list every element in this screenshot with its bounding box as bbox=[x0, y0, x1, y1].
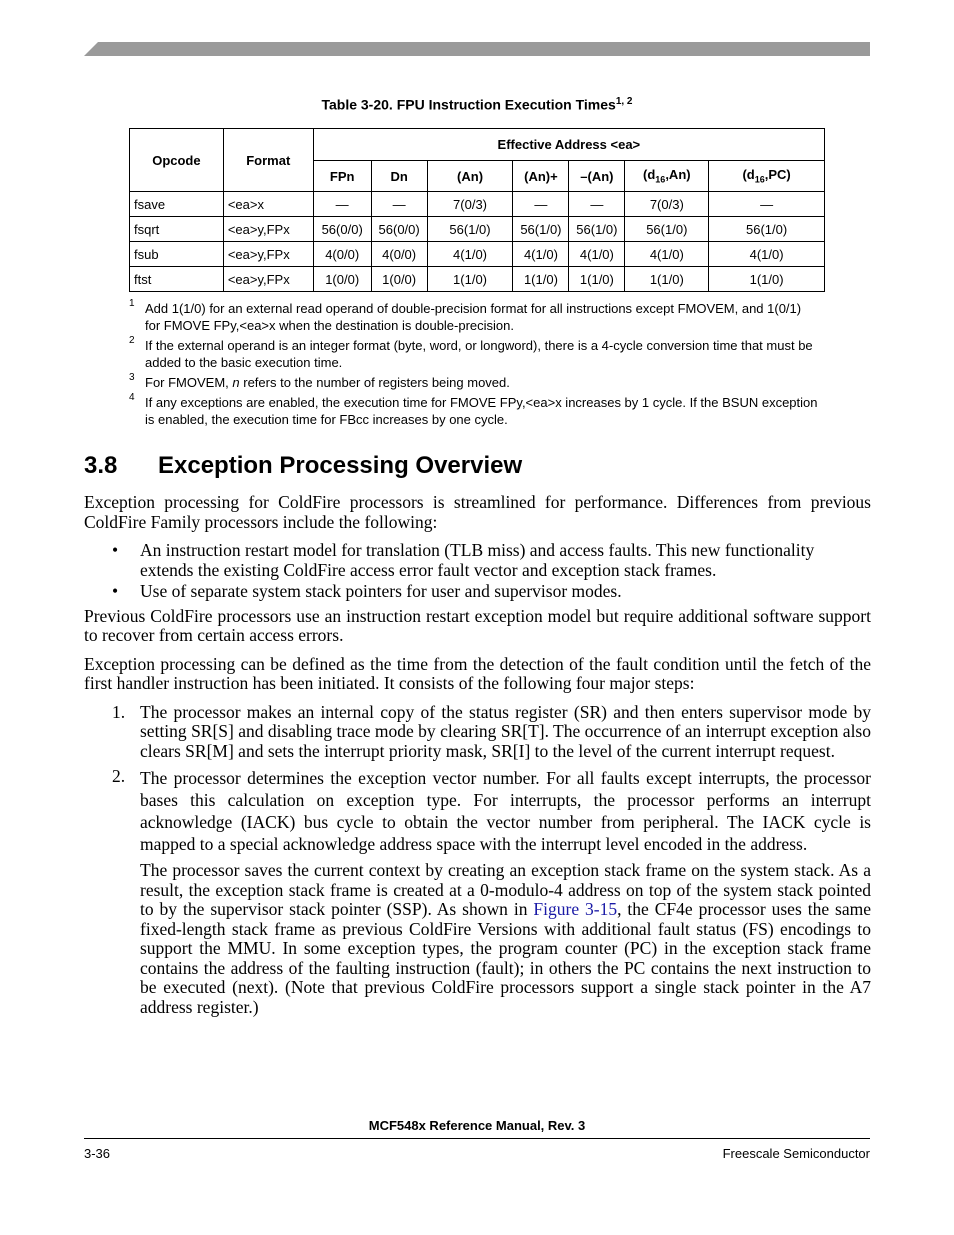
table-title bbox=[0, 96, 954, 113]
footnote-3 bbox=[129, 374, 819, 391]
cell-format: <ea>x bbox=[223, 192, 313, 217]
cell-format: <ea>y,FPx bbox=[223, 217, 313, 242]
header-opcode: Opcode bbox=[130, 129, 224, 192]
cell-opcode: fsqrt bbox=[130, 217, 224, 242]
footnote-number: 3 bbox=[129, 372, 135, 383]
feature-list bbox=[84, 541, 871, 602]
step-text: The processor makes an internal copy of the status register (SR) and then enters supervisor mode by setting SR[S] and disabling trace mode by clearing SR[T]. The occurrence of an interrupt exception also clears SR[M] and sets the interrupt priority mask, SR[I] to the level of the current interrupt request. bbox=[140, 701, 871, 761]
figure-3-15-link[interactable]: Figure 3-15 bbox=[533, 899, 618, 919]
table-footnotes bbox=[129, 300, 819, 431]
footer-company: Freescale Semiconductor bbox=[722, 1146, 870, 1161]
table-row bbox=[130, 242, 825, 267]
header-bar bbox=[84, 42, 870, 56]
cell-value: 4(1/0) bbox=[709, 242, 825, 267]
cell-value: 7(0/3) bbox=[625, 192, 709, 217]
cell-value: — bbox=[513, 192, 569, 217]
cell-value: 4(0/0) bbox=[313, 242, 371, 267]
cell-value: 56(1/0) bbox=[427, 217, 513, 242]
cell-value: — bbox=[569, 192, 625, 217]
cell-value: 1(1/0) bbox=[569, 267, 625, 292]
footnote-number: 2 bbox=[129, 335, 135, 346]
footnote-number: 4 bbox=[129, 392, 135, 403]
cell-value: 1(1/0) bbox=[513, 267, 569, 292]
cell-value: 1(1/0) bbox=[625, 267, 709, 292]
list-item bbox=[84, 703, 871, 762]
list-item: • Use of separate system stack pointers for user and supervisor modes. bbox=[112, 581, 622, 601]
footnote-4 bbox=[129, 394, 819, 428]
header-an-predec: –(An) bbox=[569, 161, 625, 192]
cell-value: — bbox=[709, 192, 825, 217]
section-heading bbox=[84, 452, 522, 480]
step-text: The processor determines the exception vector number. For all faults except interrupts, the processor bases this calculation on exception type. For interrupts, the processor performs an interrupt acknowledge (IACK) bus cycle to obtain the vector number from peripheral. The IACK cycle is mapped to a special acknowledge address space with the interrupt level encoded in the address. bbox=[140, 768, 871, 854]
header-an-postinc: (An)+ bbox=[513, 161, 569, 192]
section-body bbox=[84, 493, 871, 1023]
cell-value: 56(1/0) bbox=[569, 217, 625, 242]
header-d16-an: $(d_{16},An)$ bbox=[625, 161, 709, 192]
footer-divider bbox=[84, 1138, 870, 1139]
header-an: (An) bbox=[427, 161, 513, 192]
step-text: The processor saves the current context by creating an exception stack frame on the system stack. As a result, the exception stack frame is created at a 0-modulo-4 address on top of the system stack pointed to by the supervisor stack pointer (SSP). As shown in Figure 3-15, the CF4e processor uses the same fixed-length stack frame as previous ColdFire Versions with additional fault status (FS) encodings to support the MMU. In some exception types, the program counter (PC) in the exception stack frame contains the address of the faulting instruction (fault); in others the PC contains the next instruction to be executed (next). (Note that previous ColdFire processors support a single stack pointer in the A7 address register.) bbox=[140, 860, 871, 1017]
table-row bbox=[130, 192, 825, 217]
table-row bbox=[130, 217, 825, 242]
list-item: • An instruction restart model for translation (TLB miss) and access faults. This new functionality extends the existing ColdFire access error fault vector and exception stack frames. bbox=[112, 540, 815, 580]
table-title-footnote-refs: 1, 2 bbox=[615, 96, 633, 107]
cell-value: 4(1/0) bbox=[513, 242, 569, 267]
cell-format: <ea>y,FPx bbox=[223, 242, 313, 267]
footnote-text: Add 1(1/0) for an external read operand of double-precision format for all instructions except FMOVEM, and 1(0/1) for FMOVE FPy,<ea>x when the destination is double-precision. bbox=[145, 301, 802, 333]
cell-value: — bbox=[313, 192, 371, 217]
cell-opcode: fsub bbox=[130, 242, 224, 267]
section-title: Exception Processing Overview bbox=[158, 452, 523, 479]
cell-value: 7(0/3) bbox=[427, 192, 513, 217]
footer-manual-title: MCF548x Reference Manual, Rev. 3 bbox=[368, 1118, 586, 1133]
cell-value: 1(0/0) bbox=[371, 267, 427, 292]
table-row bbox=[130, 267, 825, 292]
footnote-1 bbox=[129, 300, 819, 334]
step-number: 2. bbox=[112, 766, 126, 786]
cell-value: 56(1/0) bbox=[513, 217, 569, 242]
paragraph-intro: Exception processing for ColdFire processors is streamlined for performance. Differences from previous ColdFire Family processors include the following: bbox=[84, 492, 871, 532]
paragraph-definition: Exception processing can be defined as the time from the detection of the fault condition until the fetch of the first handler instruction has been initiated. It consists of the following four major steps: bbox=[84, 653, 871, 693]
cell-value: 4(1/0) bbox=[569, 242, 625, 267]
header-d16-pc: $(d_{16},PC)$ bbox=[709, 161, 825, 192]
cell-value: 56(1/0) bbox=[709, 217, 825, 242]
bullet-mark: • bbox=[112, 581, 119, 601]
header-dn: Dn bbox=[371, 161, 427, 192]
cell-value: 1(1/0) bbox=[427, 267, 513, 292]
footnote-text: For FMOVEM, n refers to the number of registers being moved. bbox=[145, 375, 510, 390]
cell-value: 4(1/0) bbox=[427, 242, 513, 267]
header-fpn: FPn bbox=[313, 161, 371, 192]
cell-format: <ea>y,FPx bbox=[223, 267, 313, 292]
cell-value: — bbox=[371, 192, 427, 217]
step-number: 1. bbox=[112, 701, 126, 722]
cell-value: 4(0/0) bbox=[371, 242, 427, 267]
footnote-2 bbox=[129, 337, 819, 371]
list-item bbox=[84, 767, 871, 1017]
cell-opcode: fsave bbox=[130, 192, 224, 217]
cell-value: 56(0/0) bbox=[313, 217, 371, 242]
header-effective-address: Effective Address <ea> bbox=[313, 129, 824, 161]
steps-list bbox=[84, 703, 871, 1018]
table-title-text: Table 3-20. FPU Instruction Execution Times bbox=[321, 96, 616, 113]
cell-value: 56(1/0) bbox=[625, 217, 709, 242]
cell-value: 1(0/0) bbox=[313, 267, 371, 292]
section-number: 3.8 bbox=[84, 452, 118, 479]
fpu-execution-times-table bbox=[129, 128, 825, 292]
cell-opcode: ftst bbox=[130, 267, 224, 292]
footnote-text: If the external operand is an integer format (byte, word, or longword), there is a 4-cycle conversion time that must be added to the basic execution time. bbox=[145, 338, 813, 370]
footer-page-number: 3-36 bbox=[84, 1146, 111, 1161]
cell-value: 4(1/0) bbox=[625, 242, 709, 267]
footnote-text: If any exceptions are enabled, the execution time for FMOVE FPy,<ea>x increases by 1 cycle. If the BSUN exception is enabled, the execution time for FBcc increases by one cycle. bbox=[145, 395, 818, 427]
header-format: Format bbox=[223, 129, 313, 192]
footnote-number: 1 bbox=[129, 298, 135, 309]
cell-value: 1(1/0) bbox=[709, 267, 825, 292]
cell-value: 56(0/0) bbox=[371, 217, 427, 242]
paragraph-previous-coldfire: Previous ColdFire processors use an instruction restart exception model but require additional software support to recover from certain access errors. bbox=[84, 605, 871, 645]
bullet-mark: • bbox=[112, 540, 119, 560]
